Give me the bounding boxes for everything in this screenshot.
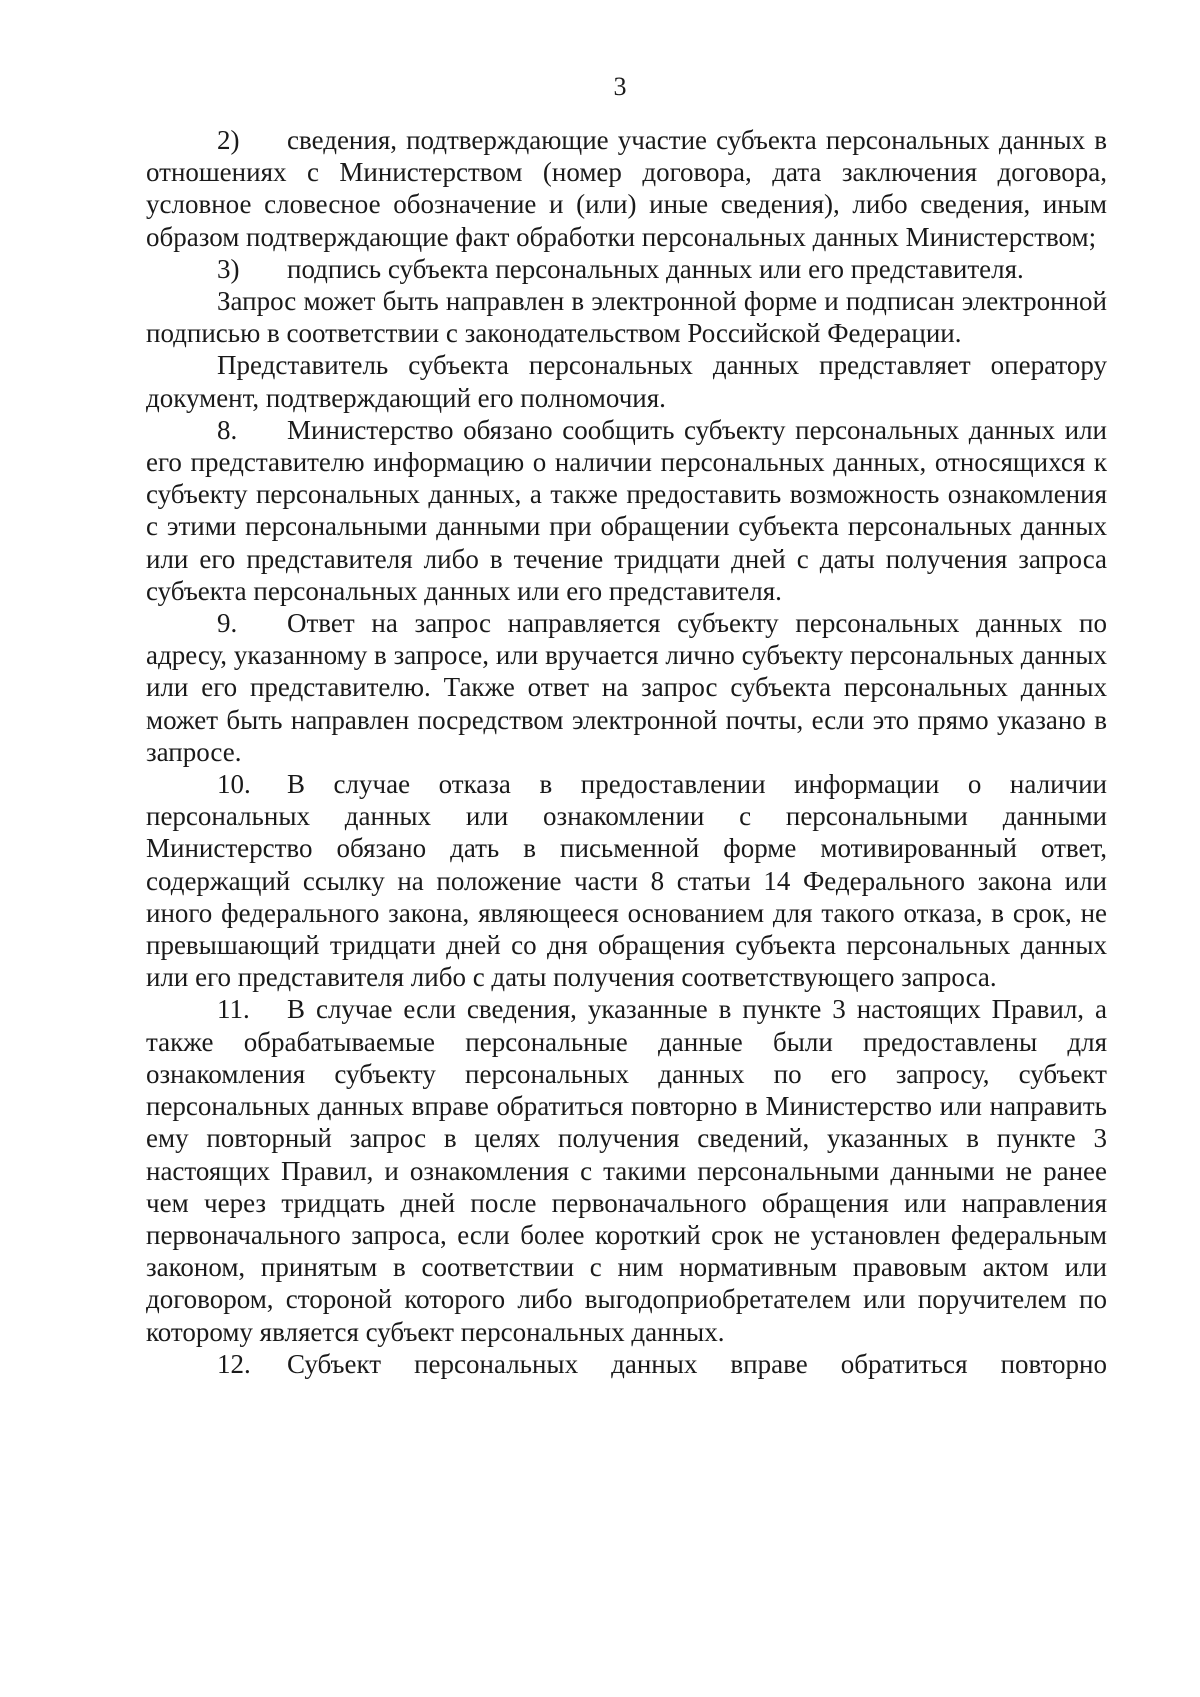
- paragraph-8: [146, 414, 1107, 607]
- paragraph-number: 11.: [217, 994, 250, 1025]
- paragraph-text: Ответ на запрос направляется субъекту персональных данных по адресу, указанному в запросе, или вручается лично субъекту персональных данных или его представителю. Также ответ на запрос субъекта персональных данных может быть направлен посредством электронной почты, если это прямо указано в запросе.: [146, 608, 1107, 767]
- paragraph-electronic-request: [146, 285, 1107, 349]
- paragraph-text: Субъект персональных данных вправе обратиться повторно: [287, 1348, 1107, 1379]
- paragraph-item-2: [146, 124, 1107, 253]
- page-number: 3: [613, 72, 627, 101]
- paragraph-representative: [146, 349, 1107, 413]
- paragraph-number: 3): [217, 253, 240, 284]
- paragraph-text: В случае если сведения, указанные в пункте 3 настоящих Правил, а также обрабатываемые персональные данные были предоставлены для ознакомления субъекту персональных данных по его запросу, субъект персональных данных вправе обратиться повторно в Министерство или направить ему повторный запрос в целях получения сведений, указанных в пункте 3 настоящих Правил, и ознакомления с такими персональными данными не ранее чем через тридцать дней после первоначального обращения или направления первоначального запроса, если более короткий срок не установлен федеральным законом, принятым в соответствии с ним нормативным правовым актом или договором, стороной которого либо выгодоприобретателем или поручителем по которому является субъект персональных данных.: [146, 994, 1107, 1347]
- paragraph-text: Министерство обязано сообщить субъекту персональных данных или его представителю информацию о наличии персональных данных, относящихся к субъекту персональных данных, а также предоставить возможность ознакомления с этими персональными данными при обращении субъекта персональных данных или его представителя либо в течение тридцати дней с даты получения запроса субъекта персональных данных или его представителя.: [146, 414, 1107, 606]
- paragraph-number: 12.: [217, 1348, 251, 1379]
- paragraph-10: [146, 768, 1107, 993]
- paragraph-12: [146, 1348, 1107, 1380]
- paragraph-11: [146, 993, 1107, 1347]
- document-body: [146, 124, 1107, 1380]
- paragraph-number: 9.: [217, 608, 238, 639]
- paragraph-text: подпись субъекта персональных данных или его представителя.: [287, 253, 1024, 284]
- paragraph-number: 10.: [217, 769, 251, 800]
- paragraph-number: 2): [217, 125, 240, 155]
- paragraph-text: сведения, подтверждающие участие субъекта персональных данных в отношениях с Министерством (номер договора, дата заключения договора, условное словесное обозначение и (или) иные сведения), либо сведения, иным образом подтверждающие факт обработки персональных данных Министерством;: [146, 125, 1107, 252]
- paragraph-number: 8.: [217, 414, 238, 445]
- paragraph-text: Запрос может быть направлен в электронной форме и подписан электронной подписью в соответствии с законодательством Российской Федерации.: [146, 286, 1107, 349]
- paragraph-item-3: [146, 253, 1107, 285]
- paragraph-text: Представитель субъекта персональных данных представляет оператору документ, подтверждающий его полномочия.: [146, 350, 1107, 413]
- paragraph-9: [146, 607, 1107, 768]
- paragraph-text: В случае отказа в предоставлении информации о наличии персональных данных или ознакомлении с персональными данными Министерство обязано дать в письменной форме мотивированный ответ, содержащий ссылку на положение части 8 статьи 14 Федерального закона или иного федерального закона, являющееся основанием для такого отказа, в срок, не превышающий тридцати дней со дня обращения субъекта персональных данных или его представителя либо с даты получения соответствующего запроса.: [146, 769, 1107, 993]
